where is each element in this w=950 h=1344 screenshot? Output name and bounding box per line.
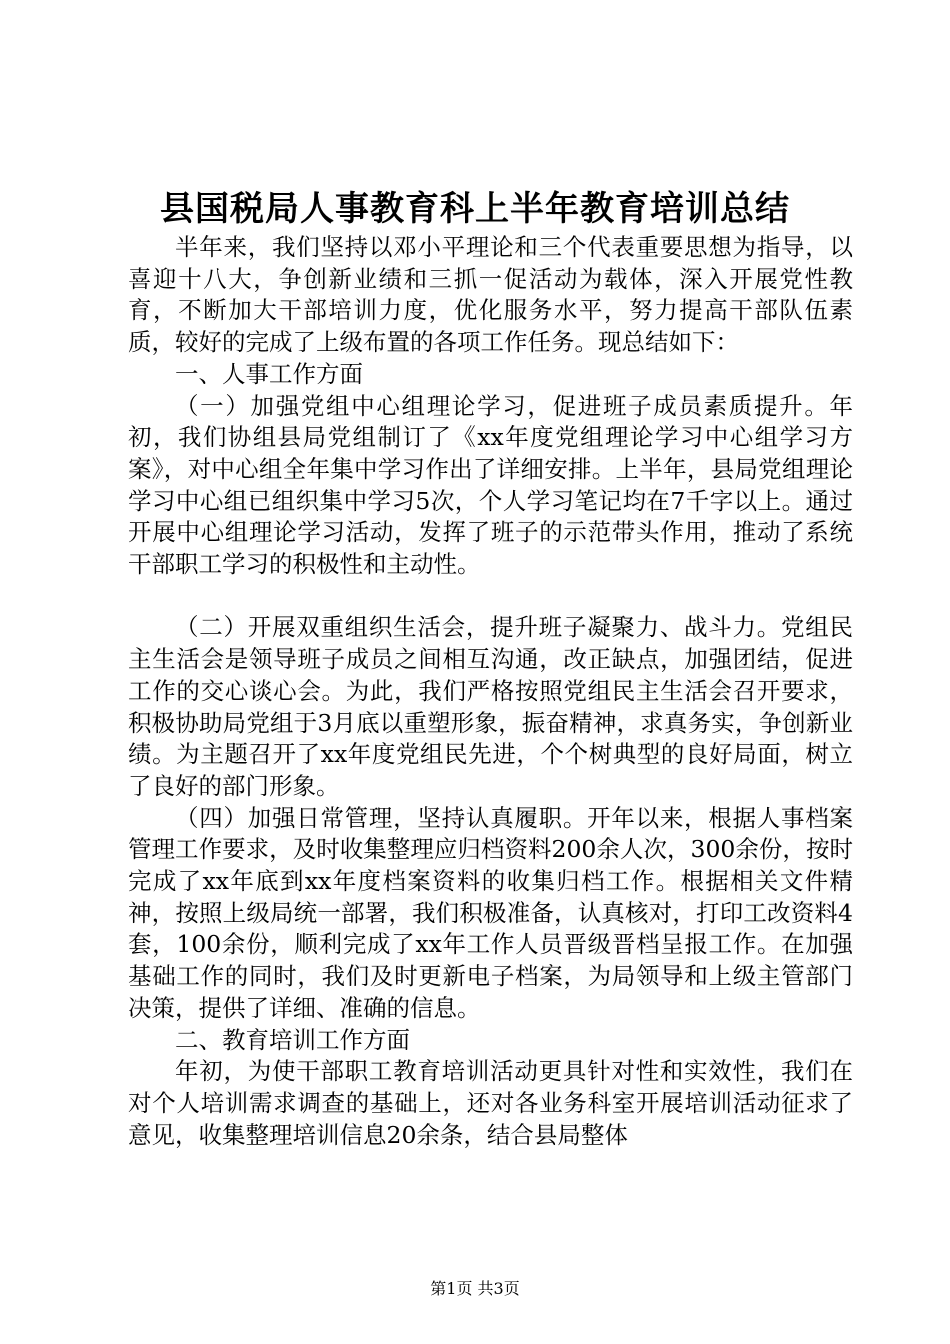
paragraph-spacer — [128, 581, 853, 613]
intro-paragraph: 半年来，我们坚持以邓小平理论和三个代表重要思想为指导，以喜迎十八大，争创新业绩和三抓一促活动为载体，深入开展党性教育，不断加大干部培训力度，优化服务水平，努力提高干部队伍素质，较好的完成了上级布置的各项工作任务。现总结如下： — [128, 233, 853, 357]
page-footer: 第1页 共3页 — [430, 1279, 520, 1298]
paragraph-item-1: （一）加强党组中心组理论学习，促进班子成员素质提升。年初，我们协组县局党组制订了《xx年度党组理论学习中心组学习方案》，对中心组全年集中学习作出了详细安排。上半年，县局党组理论学习中心组已组织集中学习5次，个人学习笔记均在7千字以上。通过开展中心组理论学习活动，发挥了班子的示范带头作用，推动了系统干部职工学习的积极性和主动性。 — [128, 391, 853, 579]
document-title: 县国税局人事教育科上半年教育培训总结 — [160, 189, 790, 229]
document-body — [128, 232, 853, 1151]
section-heading-training: 二、教育培训工作方面 — [175, 1025, 410, 1054]
training-paragraph: 年初，为使干部职工教育培训活动更具针对性和实效性，我们在对个人培训需求调查的基础上，还对各业务科室开展培训活动征求了意见，收集整理培训信息20余条，结合县局整体 — [128, 1057, 853, 1149]
paragraph-item-2: （二）开展双重组织生活会，提升班子凝聚力、战斗力。党组民主生活会是领导班子成员之间相互沟通，改正缺点，加强团结，促进工作的交心谈心会。为此，我们严格按照党组民主生活会召开要求，积极协助局党组于3月底以重塑形象，振奋精神，求真务实，争创新业绩。为主题召开了xx年度党组民先进，个个树典型的良好局面，树立了良好的部门形象。 — [128, 613, 853, 800]
paragraph-item-4: （四）加强日常管理，坚持认真履职。开年以来，根据人事档案管理工作要求，及时收集整理应归档资料200余人次，300余份，按时完成了xx年底到xx年度档案资料的收集归档工作。根据相关文件精神，按照上级局统一部署，我们积极准备，认真核对，打印工改资料4套，100余份，顺利完成了xx年工作人员晋级晋档呈报工作。在加强基础工作的同时，我们及时更新电子档案，为局领导和上级主管部门决策，提供了详细、准确的信息。 — [128, 803, 853, 1022]
section-heading-personnel: 一、人事工作方面 — [175, 359, 363, 388]
